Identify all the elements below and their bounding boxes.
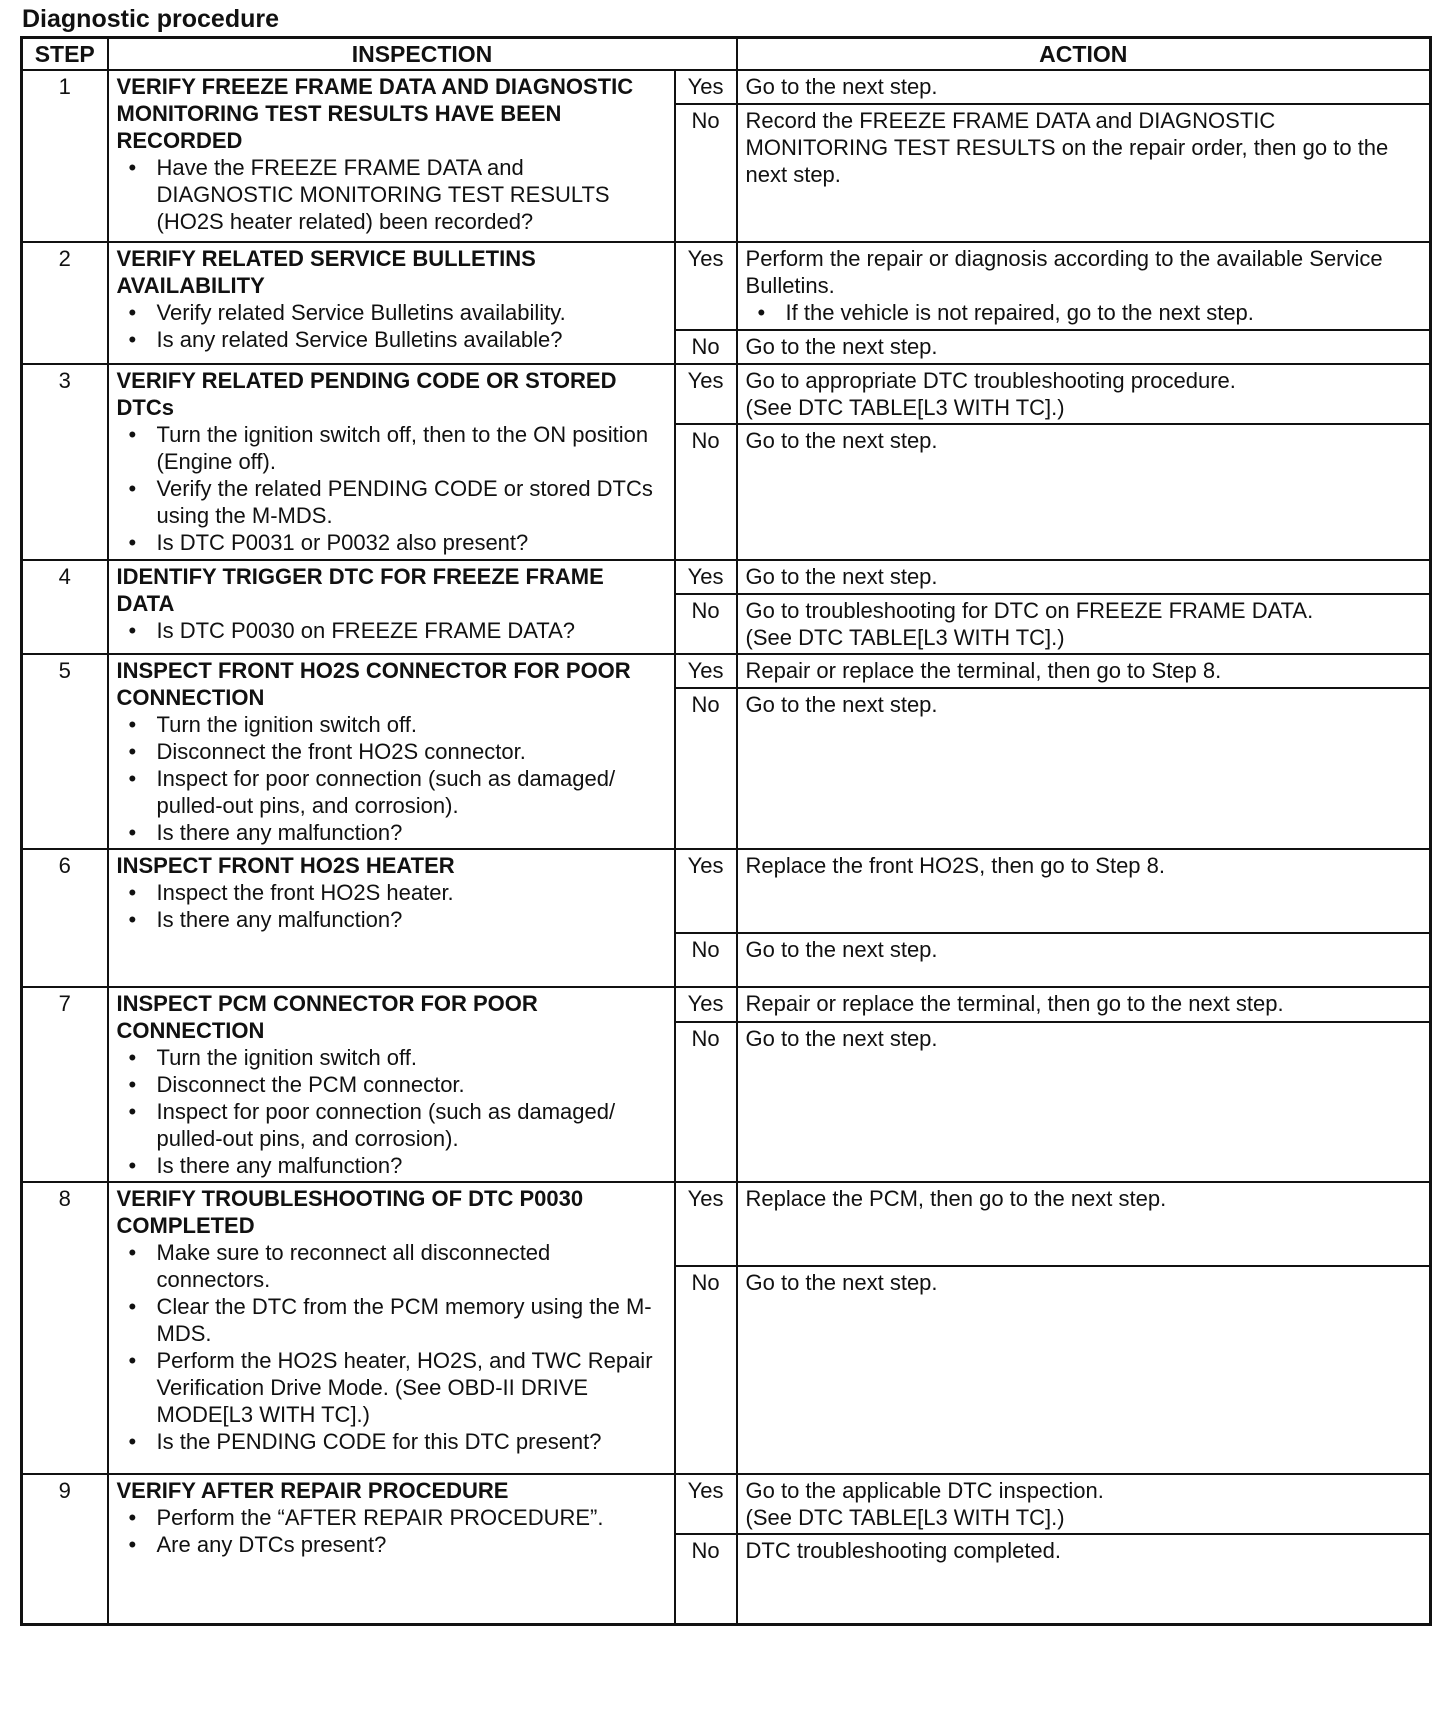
header-action: ACTION [737, 38, 1431, 71]
inspection-bullet: • Is DTC P0031 or P0032 also present? [117, 529, 666, 556]
step-number: 9 [22, 1474, 108, 1624]
no-label: No [675, 104, 737, 242]
yes-label: Yes [675, 364, 737, 424]
inspection-title: VERIFY FREEZE FRAME DATA AND DIAGNOSTIC MONITORING TEST RESULTS HAVE BEEN RECORDED [116, 74, 634, 153]
inspection-bullet: • Perform the HO2S heater, HO2S, and TWC Repair Verification Drive Mode. (See OBD-II DRIVE MODE[L3 WITH TC].) [117, 1347, 666, 1428]
inspection-title: VERIFY RELATED SERVICE BULLETINS AVAILABILITY [116, 246, 536, 298]
inspection-bullets [117, 1504, 666, 1558]
step-number: 3 [22, 364, 108, 560]
action-text: Go to the applicable DTC inspection. [745, 1478, 1104, 1503]
inspection-bullet: • Is any related Service Bulletins available? [117, 326, 666, 353]
inspection-cell [108, 987, 675, 1182]
no-label: No [675, 330, 737, 364]
action-bullet: • If the vehicle is not repaired, go to the next step. [746, 299, 1421, 326]
no-label: No [675, 1022, 737, 1182]
action-text: Go to appropriate DTC troubleshooting procedure. [745, 368, 1236, 393]
step-number: 6 [22, 849, 108, 987]
yes-action [737, 849, 1431, 933]
action-text: Replace the PCM, then go to the next step. [745, 1186, 1167, 1211]
action-text: Go to the next step. [745, 937, 938, 962]
table-row [22, 70, 1431, 104]
inspection-title: VERIFY AFTER REPAIR PROCEDURE [116, 1478, 509, 1503]
action-text: Repair or replace the terminal, then go to Step 8. [745, 658, 1222, 683]
inspection-bullet: • Clear the DTC from the PCM memory using the M-MDS. [117, 1293, 666, 1347]
table-body [22, 70, 1431, 1624]
yes-label: Yes [675, 654, 737, 688]
yes-action [737, 654, 1431, 688]
inspection-bullet: • Verify related Service Bulletins availability. [117, 299, 666, 326]
no-action [737, 933, 1431, 987]
inspection-bullets [117, 879, 666, 933]
yes-action [737, 560, 1431, 594]
table-row [22, 654, 1431, 688]
inspection-bullet: • Inspect the front HO2S heater. [117, 879, 666, 906]
table-row [22, 1182, 1431, 1266]
yes-label: Yes [675, 560, 737, 594]
inspection-cell [108, 654, 675, 849]
no-action [737, 1022, 1431, 1182]
inspection-cell [108, 1474, 675, 1624]
inspection-cell [108, 560, 675, 654]
inspection-bullet: • Is there any malfunction? [117, 906, 666, 933]
no-action [737, 594, 1431, 654]
action-text: Go to the next step. [745, 1025, 938, 1051]
action-text: (See DTC TABLE[L3 WITH TC].) [745, 625, 1065, 650]
yes-action [737, 70, 1431, 104]
diagnostic-table [20, 36, 1432, 1626]
inspection-title: VERIFY TROUBLESHOOTING OF DTC P0030 COMPLETED [116, 1186, 584, 1238]
inspection-bullet: • Is DTC P0030 on FREEZE FRAME DATA? [117, 617, 666, 644]
action-text: (See DTC TABLE[L3 WITH TC].) [745, 1505, 1065, 1530]
inspection-bullets [117, 617, 666, 644]
inspection-bullets [117, 1239, 666, 1455]
inspection-bullet: • Perform the “AFTER REPAIR PROCEDURE”. [117, 1504, 666, 1531]
yes-action [737, 364, 1431, 424]
yes-action [737, 1474, 1431, 1534]
yes-action [737, 1182, 1431, 1266]
inspection-bullet: • Disconnect the PCM connector. [117, 1071, 666, 1098]
inspection-bullets [117, 1044, 666, 1179]
no-label: No [675, 1534, 737, 1624]
table-row [22, 364, 1431, 424]
inspection-bullet: • Inspect for poor connection (such as damaged/ pulled-out pins, and corrosion). [117, 765, 666, 819]
header-inspection: INSPECTION [108, 38, 737, 71]
step-number: 5 [22, 654, 108, 849]
table-row [22, 560, 1431, 594]
no-action [737, 104, 1431, 242]
no-action [737, 424, 1431, 560]
step-number: 7 [22, 987, 108, 1182]
inspection-title: INSPECT PCM CONNECTOR FOR POOR CONNECTION [116, 991, 538, 1043]
yes-label: Yes [675, 242, 737, 330]
inspection-bullet: • Turn the ignition switch off. [117, 1044, 666, 1071]
header-step: STEP [22, 38, 108, 71]
action-text: Go to troubleshooting for DTC on FREEZE FRAME DATA. [745, 598, 1314, 623]
action-text: Go to the next step. [745, 428, 938, 453]
document-title: Diagnostic procedure [22, 5, 279, 33]
table-header-row [22, 38, 1431, 71]
table-row [22, 987, 1431, 1022]
inspection-bullets [117, 421, 666, 556]
inspection-bullet: • Are any DTCs present? [117, 1531, 666, 1558]
inspection-bullet: • Is the PENDING CODE for this DTC present? [117, 1428, 666, 1455]
table-row [22, 849, 1431, 933]
action-text: DTC troubleshooting completed. [745, 1538, 1062, 1563]
inspection-bullet: • Inspect for poor connection (such as damaged/ pulled-out pins, and corrosion). [117, 1098, 666, 1152]
action-text: Go to the next step. [745, 692, 938, 718]
inspection-bullet: • Is there any malfunction? [117, 819, 666, 846]
inspection-cell [108, 849, 675, 987]
step-number: 1 [22, 70, 108, 242]
yes-action [737, 242, 1431, 330]
inspection-title: INSPECT FRONT HO2S CONNECTOR FOR POOR CONNECTION [116, 658, 631, 710]
action-text: Go to the next step. [745, 334, 938, 359]
inspection-title: IDENTIFY TRIGGER DTC FOR FREEZE FRAME DATA [116, 564, 604, 616]
no-label: No [675, 424, 737, 560]
step-number: 4 [22, 560, 108, 654]
no-label: No [675, 594, 737, 654]
no-label: No [675, 1266, 737, 1474]
yes-label: Yes [675, 1474, 737, 1534]
inspection-bullets [117, 154, 666, 235]
action-text: Go to the next step. [745, 564, 938, 589]
no-action [737, 1534, 1431, 1624]
action-text: Repair or replace the terminal, then go to the next step. [745, 991, 1284, 1016]
action-text: Go to the next step. [745, 1270, 938, 1295]
inspection-bullets [117, 711, 666, 846]
inspection-bullet: • Have the FREEZE FRAME DATA and DIAGNOSTIC MONITORING TEST RESULTS (HO2S heater related) been recorded? [117, 154, 666, 235]
action-text: Record the FREEZE FRAME DATA and DIAGNOSTIC MONITORING TEST RESULTS on the repair order, then go to the next step. [745, 108, 1389, 187]
action-bullets [746, 299, 1421, 326]
inspection-cell [108, 70, 675, 242]
no-action [737, 1266, 1431, 1474]
yes-label: Yes [675, 70, 737, 104]
no-label: No [675, 933, 737, 987]
yes-label: Yes [675, 987, 737, 1022]
step-number: 2 [22, 242, 108, 364]
action-text: Replace the front HO2S, then go to Step 8. [745, 853, 1165, 878]
inspection-bullet: • Turn the ignition switch off, then to the ON position (Engine off). [117, 421, 666, 475]
action-text: (See DTC TABLE[L3 WITH TC].) [745, 395, 1065, 420]
no-action [737, 688, 1431, 849]
inspection-title: INSPECT FRONT HO2S HEATER [116, 853, 455, 878]
table-row [22, 242, 1431, 330]
inspection-bullet: • Disconnect the front HO2S connector. [117, 738, 666, 765]
inspection-bullet: • Make sure to reconnect all disconnected connectors. [117, 1239, 666, 1293]
inspection-bullet: • Verify the related PENDING CODE or stored DTCs using the M-MDS. [117, 475, 666, 529]
inspection-cell [108, 242, 675, 364]
yes-action [737, 987, 1431, 1022]
inspection-cell [108, 1182, 675, 1474]
inspection-bullets [117, 299, 666, 353]
inspection-bullet: • Is there any malfunction? [117, 1152, 666, 1179]
table-row [22, 1474, 1431, 1534]
action-text: Go to the next step. [745, 74, 938, 99]
yes-label: Yes [675, 849, 737, 933]
no-action [737, 330, 1431, 364]
inspection-bullet: • Turn the ignition switch off. [117, 711, 666, 738]
inspection-cell [108, 364, 675, 560]
no-label: No [675, 688, 737, 849]
inspection-title: VERIFY RELATED PENDING CODE OR STORED DTCs [116, 368, 617, 420]
step-number: 8 [22, 1182, 108, 1474]
yes-label: Yes [675, 1182, 737, 1266]
action-text: Perform the repair or diagnosis according to the available Service Bulletins. [745, 246, 1383, 298]
